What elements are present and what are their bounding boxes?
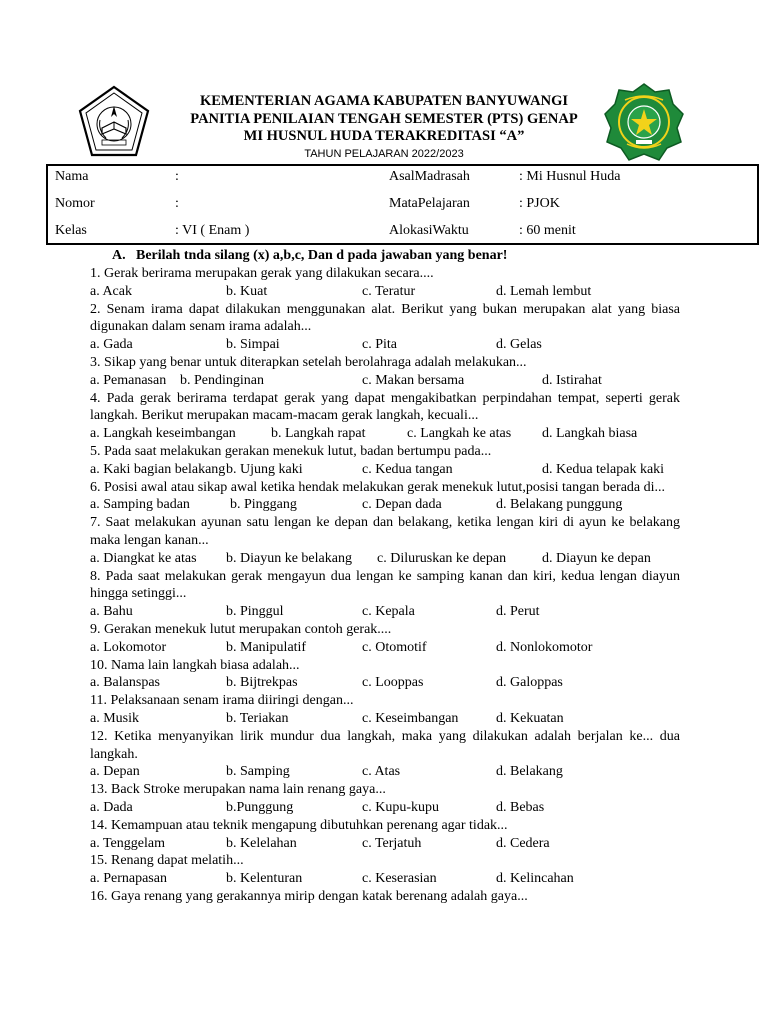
answer-options [90,799,680,817]
answer-option-d[interactable]: d. Galoppas [496,675,563,691]
answer-option-c[interactable]: c. Langkah ke atas [407,426,512,442]
answer-options [90,550,680,568]
answer-option-b[interactable]: b. Pendinginan [180,372,264,388]
document-header [160,93,608,161]
question-text: 13. Back Stroke merupakan nama lain renang gaya... [90,782,386,798]
answer-options [90,639,680,657]
time-allocation-label: AlokasiWaktu [389,223,469,238]
time-allocation-value: : 60 menit [519,223,576,238]
question-text: 2. Senam irama dapat dilakukan menggunakan alat. Berikut yang bukan merupakan alat yang biasa digunakan dalam senam irama adalah... [90,301,680,335]
answer-option-d[interactable]: d. Istirahat [542,372,602,388]
question-item [90,621,680,657]
question-item [90,728,680,781]
question-text: 6. Posisi awal atau sikap awal ketika hendak melakukan gerak menekuk lutut,posisi tangan berada di... [90,479,666,495]
answer-option-c[interactable]: c. Kepala [362,604,415,620]
question-item [90,568,680,621]
answer-options [90,496,680,514]
answer-option-b[interactable]: b. Langkah rapat [271,426,366,442]
name-label: Nama [55,169,89,184]
answer-option-d[interactable]: d. Nonlokomotor [496,639,593,655]
answer-options [90,870,680,888]
subject-value: : PJOK [519,196,560,211]
answer-option-a[interactable]: a. Dada [90,799,133,815]
answer-option-c[interactable]: c. Depan dada [362,497,442,513]
answer-option-d[interactable]: d. Kekuatan [496,710,564,726]
question-item [90,888,680,906]
answer-option-d[interactable]: d. Belakang punggung [496,497,623,513]
answer-options [90,674,680,692]
question-list [90,265,680,906]
answer-option-d[interactable]: d. Kelincahan [496,871,574,887]
question-item [90,443,680,479]
answer-option-a[interactable]: a. Lokomotor [90,639,167,655]
student-identity-box [46,164,759,245]
answer-option-d[interactable]: d. Perut [496,604,540,620]
answer-option-a[interactable]: a. Langkah keseimbangan [90,426,236,442]
answer-options [90,283,680,301]
answer-option-d[interactable]: d. Belakang [496,764,563,780]
answer-option-b[interactable]: b. Ujung kaki [226,461,303,477]
class-value: : VI ( Enam ) [175,223,250,238]
answer-option-b[interactable]: b.Punggung [226,799,294,815]
question-text: 4. Pada gerak berirama terdapat gerak yang dapat mengakibatkan perpindahan tempat, seperti gerak langkah. Berikut merupakan macam-macam gerak langkah, kecuali... [90,390,680,424]
answer-option-c[interactable]: c. Diluruskan ke depan [377,550,507,566]
question-text: 15. Renang dapat melatih... [90,853,244,869]
answer-option-c[interactable]: c. Keseimbangan [362,710,459,726]
question-text: 12. Ketika menyanyikan lirik mundur dua langkah, maka yang dilakukan adalah berjalan ke... dua langkah. [90,728,680,762]
answer-options [90,835,680,853]
answer-option-d[interactable]: d. Lemah lembut [496,283,592,299]
question-item [90,657,680,693]
answer-option-c[interactable]: c. Otomotif [362,639,427,655]
question-text: 10. Nama lain langkah biasa adalah... [90,657,300,673]
question-item [90,390,680,443]
answer-option-c[interactable]: c. Atas [362,764,401,780]
number-field[interactable]: : [175,196,179,211]
question-item [90,354,680,390]
answer-option-a[interactable]: a. Pernapasan [90,871,167,887]
answer-option-b[interactable]: b. Pinggul [226,604,284,620]
answer-option-a[interactable]: a. Balanspas [90,675,160,691]
answer-option-c[interactable]: c. Terjatuh [362,835,422,851]
question-item [90,301,680,354]
header-ministry: KEMENTERIAN AGAMA KABUPATEN BANYUWANGI [199,93,569,109]
answer-options [90,603,680,621]
answer-option-b[interactable]: b. Kuat [226,283,268,299]
question-item [90,852,680,888]
question-text: 7. Saat melakukan ayunan satu lengan ke depan dan belakang, ketika lengan kiri di ayun ke belakang maka lengan kanan... [90,515,680,548]
answer-option-b[interactable]: b. Bijtrekpas [226,675,298,691]
question-section [90,247,680,906]
answer-option-b[interactable]: b. Manipulatif [226,639,307,655]
answer-options [90,372,680,390]
number-label: Nomor [55,196,95,211]
header-academic-year: TAHUN PELAJARAN 2022/2023 [304,147,464,160]
answer-option-a[interactable]: a. Bahu [90,604,133,620]
kemenag-emblem-logo [76,84,152,160]
question-item [90,781,680,817]
answer-option-b[interactable]: b. Diayun ke belakang [226,550,352,566]
question-item [90,265,680,301]
answer-option-d[interactable]: d. Gelas [496,337,542,353]
origin-madrasah-value: : Mi Husnul Huda [519,169,621,184]
identity-row [48,222,757,240]
question-text: 8. Pada saat melakukan gerak mengayun dua lengan ke samping kanan dan kiri, kedua lengan diayun hingga setinggi... [90,568,680,602]
section-instruction [112,247,680,265]
answer-option-d[interactable]: d. Langkah biasa [542,426,638,442]
header-committee: PANITIA PENILAIAN TENGAH SEMESTER (PTS) GENAP [190,110,578,127]
question-text: 14. Kemampuan atau teknik mengapung dibutuhkan perenang agar tidak... [90,817,508,833]
answer-option-b[interactable]: b. Pinggang [230,497,297,513]
answer-option-c[interactable]: c. Looppas [362,675,424,691]
question-text: 11. Pelaksanaan senam irama diiringi dengan... [90,693,354,709]
instruction-text: Berilah tnda silang (x) a,b,c, Dan d pada jawaban yang benar! [136,248,508,263]
question-item [90,514,680,567]
question-text: 16. Gaya renang yang gerakannya mirip dengan katak berenang adalah gaya... [90,888,528,904]
answer-option-d[interactable]: d. Diayun ke depan [542,550,651,566]
name-field[interactable]: : [175,169,179,184]
question-item [90,817,680,853]
answer-option-b[interactable]: b. Simpai [226,337,280,353]
subject-label: MataPelajaran [389,196,470,211]
answer-option-a[interactable]: a. Tenggelam [90,835,165,851]
question-text: 5. Pada saat melakukan gerakan menekuk lutut, badan bertumpu pada... [90,443,492,459]
answer-option-b[interactable]: b. Teriakan [226,710,289,726]
origin-madrasah-label: AsalMadrasah [389,169,470,184]
answer-options [90,336,680,354]
answer-option-a[interactable]: a. Musik [90,710,139,726]
answer-option-a[interactable]: a. Depan [90,764,140,780]
answer-option-b[interactable]: b. Samping [226,764,290,780]
answer-option-b[interactable]: b. Kelenturan [226,871,303,887]
answer-option-c[interactable]: c. Makan bersama [362,372,465,388]
answer-option-d[interactable]: d. Bebas [496,799,545,815]
question-item [90,692,680,728]
question-text: 1. Gerak berirama merupakan gerak yang dilakukan secara.... [90,266,434,281]
answer-option-c[interactable]: c. Teratur [362,283,416,299]
identity-row [48,168,757,186]
answer-option-c[interactable]: c. Keserasian [362,871,437,887]
section-letter: A. [112,248,126,263]
answer-option-a[interactable]: a. Pemanasan [90,372,167,388]
answer-option-d[interactable]: d. Kedua telapak kaki [542,461,665,477]
header-school: MI HUSNUL HUDA TERAKREDITASI “A” [243,128,525,144]
identity-row [48,195,757,213]
answer-options [90,461,680,479]
answer-option-d[interactable]: d. Cedera [496,835,550,851]
class-label: Kelas [55,223,87,238]
answer-option-c[interactable]: c. Pita [362,337,397,353]
answer-option-a[interactable]: a. Acak [90,283,132,299]
answer-option-a[interactable]: a. Gada [90,337,133,353]
answer-option-c[interactable]: c. Kedua tangan [362,461,453,477]
answer-option-a[interactable]: a. Samping badan [90,497,190,513]
answer-option-c[interactable]: c. Kupu-kupu [362,799,439,815]
school-emblem-logo [603,82,685,162]
answer-option-a[interactable]: a. Diangkat ke atas [90,550,197,566]
answer-options [90,425,680,443]
question-item [90,479,680,515]
answer-option-a[interactable]: a. Kaki bagian belakang [90,461,226,477]
question-text: 3. Sikap yang benar untuk diterapkan setelah berolahraga adalah melakukan... [90,354,527,370]
answer-options [90,710,680,728]
answer-option-b[interactable]: b. Kelelahan [226,835,297,851]
question-text: 9. Gerakan menekuk lutut merupakan contoh gerak.... [90,621,392,637]
answer-options [90,763,680,781]
